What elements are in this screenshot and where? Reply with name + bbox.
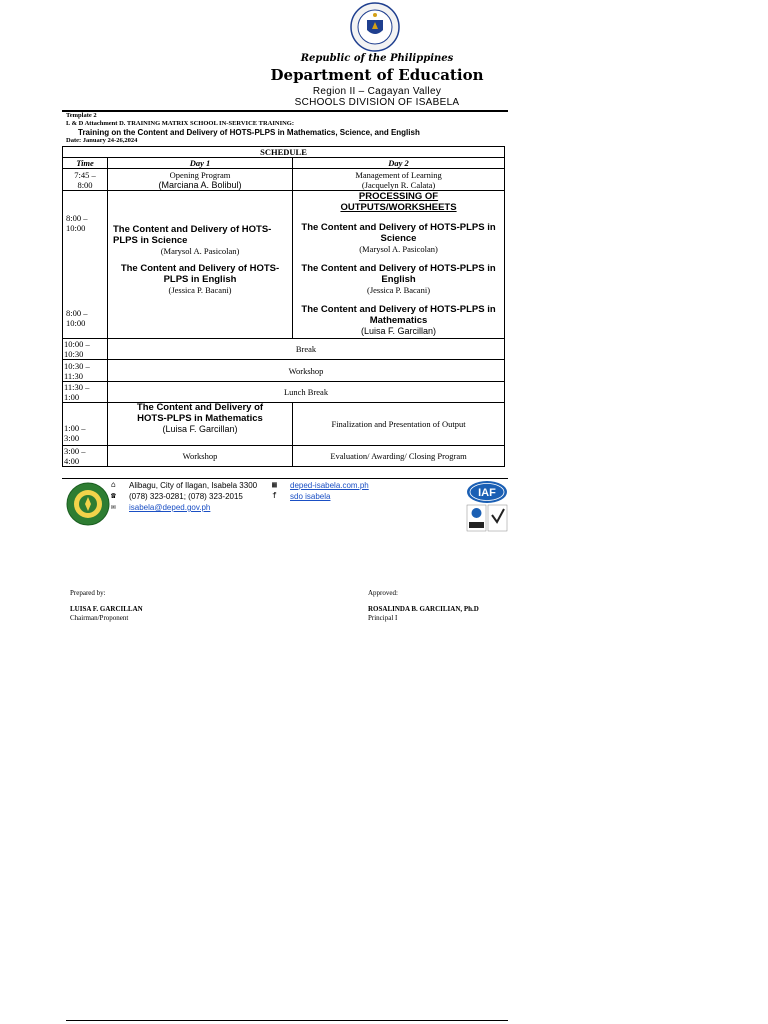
footer-website-link[interactable]: deped-isabela.com.ph — [290, 481, 369, 490]
time-cell: 1:00 – 3:00 — [63, 403, 108, 446]
prepared-by-label: Prepared by: — [70, 589, 106, 597]
col-day2-header: Day 2 — [293, 158, 505, 169]
header-division: SCHOOLS DIVISION OF ISABELA — [294, 97, 460, 108]
prepared-by-role: Chairman/Proponent — [70, 614, 129, 622]
col-day1-header: Day 1 — [108, 158, 293, 169]
time-cell — [63, 191, 108, 339]
day2-closing-cell: Evaluation/ Awarding/ Closing Program — [293, 446, 505, 467]
session-title: The Content and Delivery of HOTS-PLPS in Science — [301, 222, 496, 244]
deped-seal-logo — [350, 2, 400, 52]
session-person: (Jacquelyn R. Calata) — [361, 179, 436, 190]
header-republic: Republic of the Philippines — [300, 53, 454, 64]
approved-label: Approved: — [368, 589, 398, 597]
workshop-cell: Workshop — [108, 360, 505, 382]
session-person: (Marciana A. Bolibul) — [158, 179, 242, 190]
template-label: Template 2 — [66, 112, 97, 119]
time-cell: 11:30 – 1:00 — [63, 382, 108, 403]
day2-afternoon-cell: Finalization and Presentation of Output — [293, 403, 505, 446]
footer-divider — [62, 478, 508, 479]
phone-icon: ☎ — [111, 491, 116, 500]
footer-address: Alibagu, City of Ilagan, Isabela 3300 — [129, 481, 258, 490]
footer-phone: (078) 323-0281; (078) 323-2015 — [129, 492, 243, 501]
time-cell: 10:00 – 10:30 — [63, 339, 108, 360]
schedule-heading: SCHEDULE — [63, 147, 505, 158]
footer-facebook-link[interactable]: sdo isabela — [290, 492, 331, 501]
location-icon: ⌂ — [111, 480, 116, 489]
day1-afternoon-cell — [108, 403, 293, 446]
day2-morning-cell — [293, 191, 505, 339]
session-person: (Marysol A. Pasicolan) — [160, 246, 240, 256]
session-heading: PROCESSING OF OUTPUTS/WORKSHEETS — [340, 191, 457, 213]
web-icon: ▦ — [272, 480, 277, 489]
day1-workshop-cell: Workshop — [108, 446, 293, 467]
header-region: Region II – Cagayan Valley — [312, 86, 442, 97]
lunch-break-cell: Lunch Break — [108, 382, 505, 403]
time-cell: 3:00 – 4:00 — [63, 446, 108, 467]
time-label: 8:00 – 10:00 — [66, 213, 88, 233]
break-cell: Break — [108, 339, 505, 360]
schedule-table — [62, 146, 505, 467]
day1-morning-cell — [108, 191, 293, 339]
session-person: (Luisa F. Garcillan) — [162, 424, 238, 434]
division-seal-logo — [66, 482, 110, 526]
session-title: Management of Learning — [355, 169, 442, 180]
time-label: 8:00 – 10:00 — [66, 308, 88, 328]
session-person: (Luisa F. Garcillan) — [361, 326, 437, 336]
page-bottom-divider — [66, 1020, 508, 1021]
time-cell: 10:30 – 11:30 — [63, 360, 108, 382]
email-icon: ✉ — [111, 502, 116, 511]
col-time-header: Time — [63, 158, 108, 169]
session-title: The Content and Delivery of HOTS-PLPS in Mathematics — [301, 304, 496, 326]
iaf-logo-text: IAF — [478, 487, 496, 499]
facebook-icon: f — [272, 491, 277, 500]
session-person: (Jessica P. Bacani) — [168, 285, 232, 295]
training-date: Date: January 24-26,2024 — [66, 137, 138, 144]
day2-management-cell — [293, 169, 505, 191]
day1-opening-cell — [108, 169, 293, 191]
session-title: The Content and Delivery of HOTS-PLPS in Mathematics — [136, 402, 264, 424]
session-title: The Content and Delivery of HOTS-PLPS in English — [120, 263, 280, 285]
approved-by-role: Principal I — [368, 614, 398, 622]
session-title: The Content and Delivery of HOTS-PLPS in English — [301, 263, 496, 285]
session-person: (Marysol A. Pasicolan) — [359, 244, 438, 254]
session-title: The Content and Delivery of HOTS-PLPS in Science — [113, 224, 272, 246]
header-divider — [62, 110, 508, 112]
prepared-by-name: LUISA F. GARCILLAN — [70, 605, 143, 613]
session-person: (Jessica P. Bacani) — [367, 285, 431, 295]
header-department: Department of Education — [270, 66, 484, 84]
footer-email-link[interactable]: isabela@deped.gov.ph — [129, 503, 211, 512]
approved-by-name: ROSALINDA B. GARCILIAN, Ph.D — [368, 605, 479, 613]
session-title: Opening Program — [169, 169, 231, 180]
time-cell: 7:45 – 8:00 — [63, 169, 108, 191]
training-title: Training on the Content and Delivery of HOTS-PLPS in Mathematics, Science, and English — [78, 128, 420, 137]
iaf-certification-logo — [466, 480, 508, 532]
attachment-label: L & D Attachment D. TRAINING MATRIX SCHOOL IN-SERVICE TRAINING: — [66, 120, 295, 127]
